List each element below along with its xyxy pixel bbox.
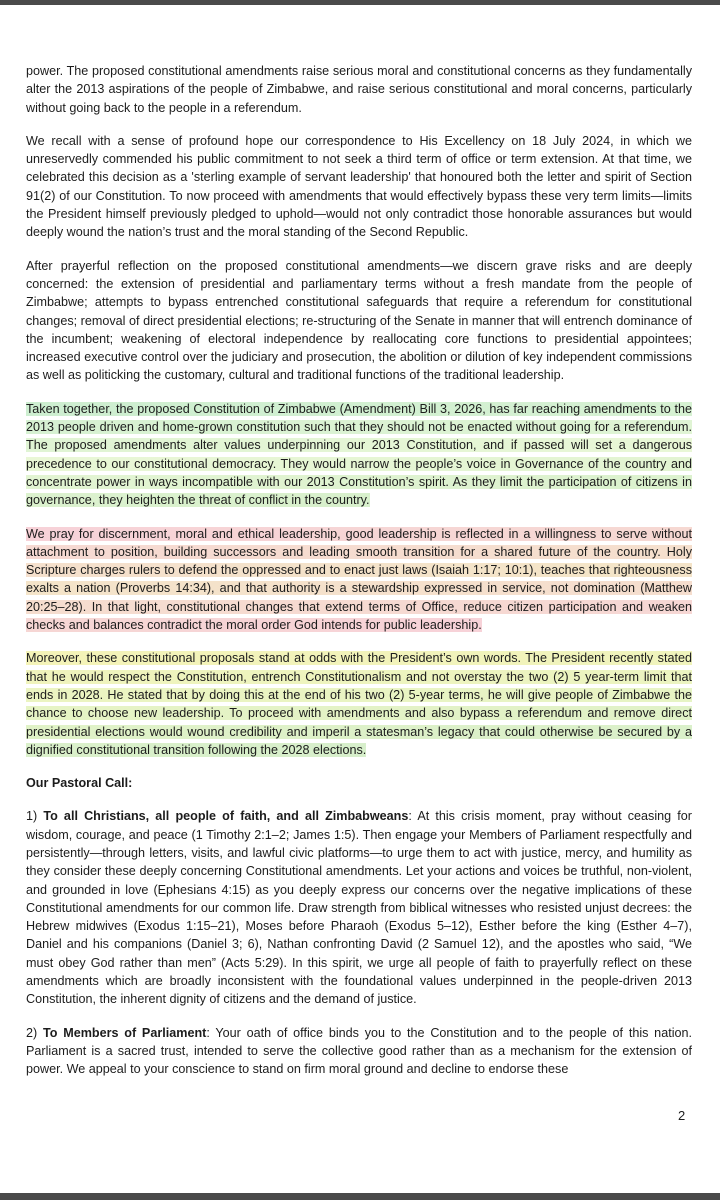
call-1-lead: To all Christians, all people of faith, and all Zimbabweans bbox=[43, 809, 409, 824]
highlight-pink: We pray for discernment, moral and ethical leadership, good leadership is reflected in a willingness to serve without attachment to position, building successors and leading smooth transition for a shared future of the country. Holy Scripture charges rulers to defend the oppressed and to enact just laws (Isaiah 1:17; 10:1), teaches that righteousness exalts a nation (Proverbs 14:34), and that authority is a stewardship expressed in service, not domination (Matthew 20:25–28). In that light, constitutional changes that extend terms of Office, reduce citizen participation and weaken checks and balances contradict the moral order God intends for public leadership. bbox=[26, 526, 692, 633]
paragraph-prayer bbox=[26, 525, 692, 635]
pastoral-call-2 bbox=[26, 1024, 692, 1079]
page-number: 2 bbox=[678, 1108, 686, 1123]
call-2-number: 2) bbox=[26, 1025, 38, 1040]
paragraph-presidents-words bbox=[26, 649, 692, 759]
call-1-text: : At this crisis moment, pray without ceasing for wisdom, courage, and peace (1 Timothy 2:1–2; James 1:5). Then engage your Members of Parliament respectfully and persistently—through letters, visits, and lawful civic platforms—to urge them to act with justice, mercy, and humility as they consider these deeply concerning Constitutional amendments. Let your actions and voices be truthful, non-violent, and grounded in love (Ephesians 4:15) as you deeply express our concerns over the negative implications of these Constitutional amendments for our common life. Draw strength from biblical witnesses who resisted unjust decrees: the Hebrew midwives (Exodus 1:15–21), Moses before Pharaoh (Exodus 5–12), Esther before the king (Esther 4–7), Daniel and his companions (Daniel 3; 6), Nathan confronting David (2 Samuel 12), and the apostles who said, “We must obey God rather than men” (Acts 5:29). In this spirit, we urge all people of faith to prayerfully reflect on these amendments which are broadly inconsistent with the foundational values underpinned in the people-driven 2013 Constitution, the inherent dignity of citizens and the demand of justice. bbox=[26, 809, 692, 1007]
bottom-border bbox=[0, 1193, 720, 1200]
top-border bbox=[0, 0, 720, 5]
call-2-text: : Your oath of office binds you to the Constitution and to the people of this nation. Parliament is a sacred trust, intended to serve the collective good rather than as a mechanism for the extension of power. We appeal to your conscience to stand on firm moral ground and decline to endorse these bbox=[26, 1025, 692, 1077]
section-heading: Our Pastoral Call: bbox=[26, 776, 133, 791]
highlight-green: Taken together, the proposed Constitution of Zimbabwe (Amendment) Bill 3, 2026, has far reaching amendments to the 2013 people driven and home-grown constitution such that they should not be enacted without going for a referendum. The proposed amendments alter values underpinning our 2013 Constitution, and if passed will set a dangerous precedence to our constitutional democracy. They would narrow the people’s voice in Governance of the country and concentrate power in ways incompatible with our 2013 Constitution’s spirit. As they limit the participation of citizens in governance, they heighten the threat of conflict in the country. bbox=[26, 401, 692, 508]
paragraph-concerns: After prayerful reflection on the proposed constitutional amendments—we discern grave risks and are deeply concerned: the extension of presidential and parliamentary terms without a fresh mandate from the people of Zimbabwe; attempts to bypass entrenched constitutional safeguards that require a referendum for constitutional changes; removal of direct presidential elections; re-structuring of the Senate in manner that will entrench dominance of the incumbent; weakening of electoral independence by reallocating core functions to presidential appointees; increased executive control over the judiciary and prosecution, the abolition or dilution of key independent commissions as well as politicking the customary, cultural and traditional functions of the traditional leadership. bbox=[26, 258, 692, 383]
call-2-lead: To Members of Parliament bbox=[42, 1025, 207, 1040]
paragraph-power: power. The proposed constitutional amendments raise serious moral and constitutional concerns as they fundamentally alter the 2013 aspirations of the people of Zimbabwe, and raise serious constitutional and moral concerns, particularly without going back to the people in a referendum. bbox=[26, 64, 692, 115]
document-page bbox=[26, 62, 692, 1094]
paragraph-amendment-bill bbox=[26, 400, 692, 510]
highlight-yellow: Moreover, these constitutional proposals stand at odds with the President’s own words. The President recently stated that he would respect the Constitution, entrench Constitutionalism and not overstay the two (2) 5 year-term limit that ends in 2028. He stated that by doing this at the end of his two (2) 5-year terms, he will give people of Zimbabwe the chance to choose new leadership. To proceed with amendments and also bypass a referendum and remove direct presidential elections would wound credibility and imperil a statesman’s legacy that could otherwise be secured by a dignified constitutional transition following the 2028 elections. bbox=[26, 651, 692, 757]
call-1-number: 1) bbox=[26, 809, 38, 824]
paragraph-correspondence: We recall with a sense of profound hope our correspondence to His Excellency on 18 July 2024, in which we unreservedly commended his public commitment to not seek a third term of office or term extension. At that time, we celebrated this decision as a 'sterling example of servant leadership' that honoured both the letter and spirit of Section 91(2) of our Constitution. To now proceed with amendments that would effectively bypass these very term limits—limits the President himself previously pledged to uphold—would not only contradict those honorable assurances but would deeply wound the nation’s trust and the moral standing of the Second Republic. bbox=[26, 133, 692, 240]
pastoral-call-1 bbox=[26, 807, 692, 1008]
